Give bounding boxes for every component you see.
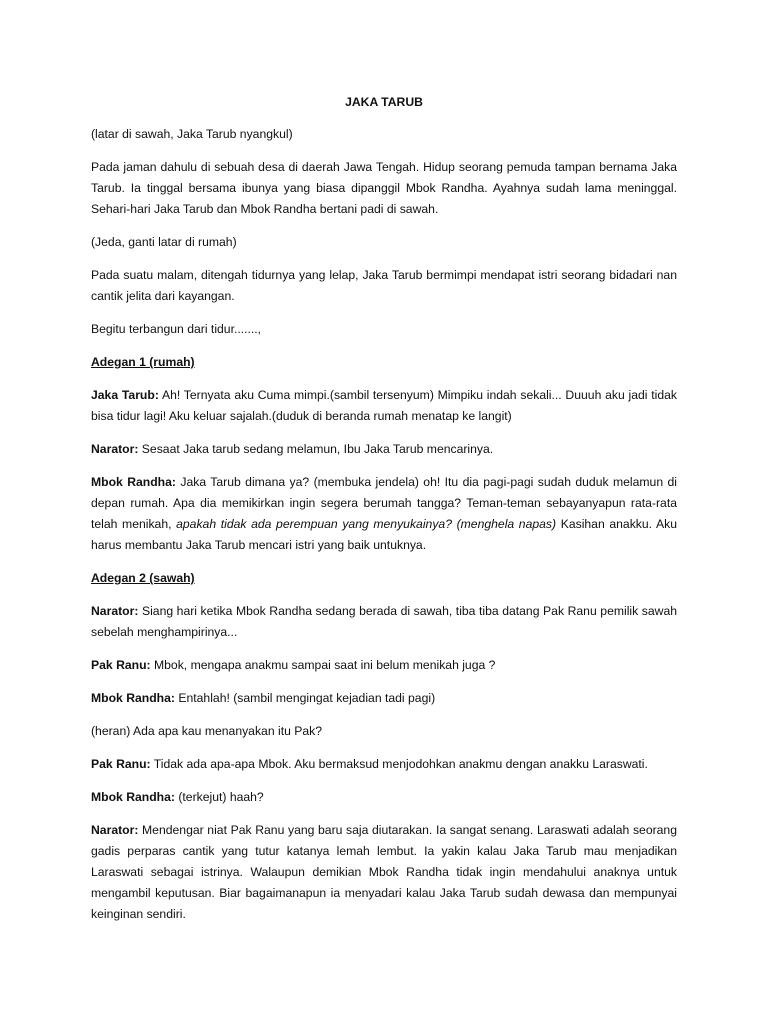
speaker-name: Mbok Randha: — [91, 790, 175, 804]
scene-heading: Adegan 1 (rumah) — [91, 355, 195, 369]
dialogue-italic-text: apakah tidak ada perempuan yang menyukainya? (menghela napas) — [176, 517, 557, 531]
speaker-name: Narator: — [91, 823, 139, 837]
narration-paragraph: Begitu terbangun dari tidur......., — [91, 322, 262, 336]
dialogue-text: Mendengar niat Pak Ranu yang baru saja diutarakan. Ia sangat senang. Laraswati adalah seorang gadis perparas cantik yang tutur katanya lemah lembut. Ia yakin kalau Jaka Tarub mau menjadikan Laraswati sebagai istrinya. Walaupun demikian Mbok Randha tidak ingin mendahului anaknya untuk mengambil keputusan. Biar bagaimanapun ia menyadari kalau Jaka Tarub sudah dewasa dan mempunyai keinginan sendiri. — [91, 823, 677, 921]
speaker-name: Mbok Randha: — [91, 691, 175, 705]
dialogue-paragraph — [91, 688, 677, 709]
speaker-name: Mbok Randha: — [91, 475, 176, 489]
stage-direction: (Jeda, ganti latar di rumah) — [91, 235, 237, 249]
speaker-name: Pak Ranu: — [91, 658, 151, 672]
dialogue-paragraph — [91, 601, 677, 643]
dialogue-paragraph — [91, 787, 677, 808]
speaker-name: Pak Ranu: — [91, 757, 151, 771]
dialogue-text: Sesaat Jaka tarub sedang melamun, Ibu Jaka Tarub mencarinya. — [138, 442, 494, 456]
speaker-name: Narator: — [91, 442, 139, 456]
stage-direction: (latar di sawah, Jaka Tarub nyangkul) — [91, 127, 293, 141]
dialogue-paragraph — [91, 439, 677, 460]
dialogue-text: Entahlah! (sambil mengingat kejadian tadi pagi) — [174, 691, 436, 705]
document-body — [91, 92, 677, 937]
dialogue-paragraph — [91, 472, 677, 556]
narration-paragraph: Pada jaman dahulu di sebuah desa di daerah Jawa Tengah. Hidup seorang pemuda tampan bernama Jaka Tarub. Ia tinggal bersama ibunya yang biasa dipanggil Mbok Randha. Ayahnya sudah lama meninggal. Sehari-hari Jaka Tarub dan Mbok Randha bertani padi di sawah. — [91, 160, 677, 216]
dialogue-paragraph: (heran) Ada apa kau menanyakan itu Pak? — [91, 724, 323, 738]
scene-heading: Adegan 2 (sawah) — [91, 571, 195, 585]
dialogue-text: Tidak ada apa-apa Mbok. Aku bermaksud menjodohkan anakmu dengan anakku Laraswati. — [150, 757, 648, 771]
speaker-name: Jaka Tarub: — [91, 388, 159, 402]
dialogue-paragraph — [91, 754, 677, 775]
dialogue-paragraph — [91, 385, 677, 427]
dialogue-text: Mbok, mengapa anakmu sampai saat ini belum menikah juga ? — [150, 658, 496, 672]
document-title: JAKA TARUB — [345, 95, 423, 109]
narration-paragraph: Pada suatu malam, ditengah tidurnya yang lelap, Jaka Tarub bermimpi mendapat istri seorang bidadari nan cantik jelita dari kayangan. — [91, 268, 677, 303]
dialogue-text: Siang hari ketika Mbok Randha sedang berada di sawah, tiba tiba datang Pak Ranu pemilik sawah sebelah menghampirinya... — [91, 604, 677, 639]
speaker-name: Narator: — [91, 604, 139, 618]
dialogue-text: Ah! Ternyata aku Cuma mimpi.(sambil tersenyum) Mimpiku indah sekali... Duuuh aku jadi tidak bisa tidur lagi! Aku keluar sajalah.(duduk di beranda rumah menatap ke langit) — [91, 388, 677, 423]
dialogue-text: (terkejut) haah? — [174, 790, 264, 804]
dialogue-text: Jaka Tarub dimana ya? (membuka jendela) oh! Itu dia pagi-pagi sudah duduk melamun di depan rumah. Apa dia memikirkan ingin segera berumah tangga? Teman-teman sebayanyapun rata-rata telah menikah, — [91, 475, 677, 531]
dialogue-paragraph — [91, 820, 677, 925]
dialogue-text: Kasihan anakku. Aku harus membantu Jaka Tarub mencari istri yang baik untuknya. — [91, 517, 677, 552]
dialogue-paragraph — [91, 655, 677, 676]
